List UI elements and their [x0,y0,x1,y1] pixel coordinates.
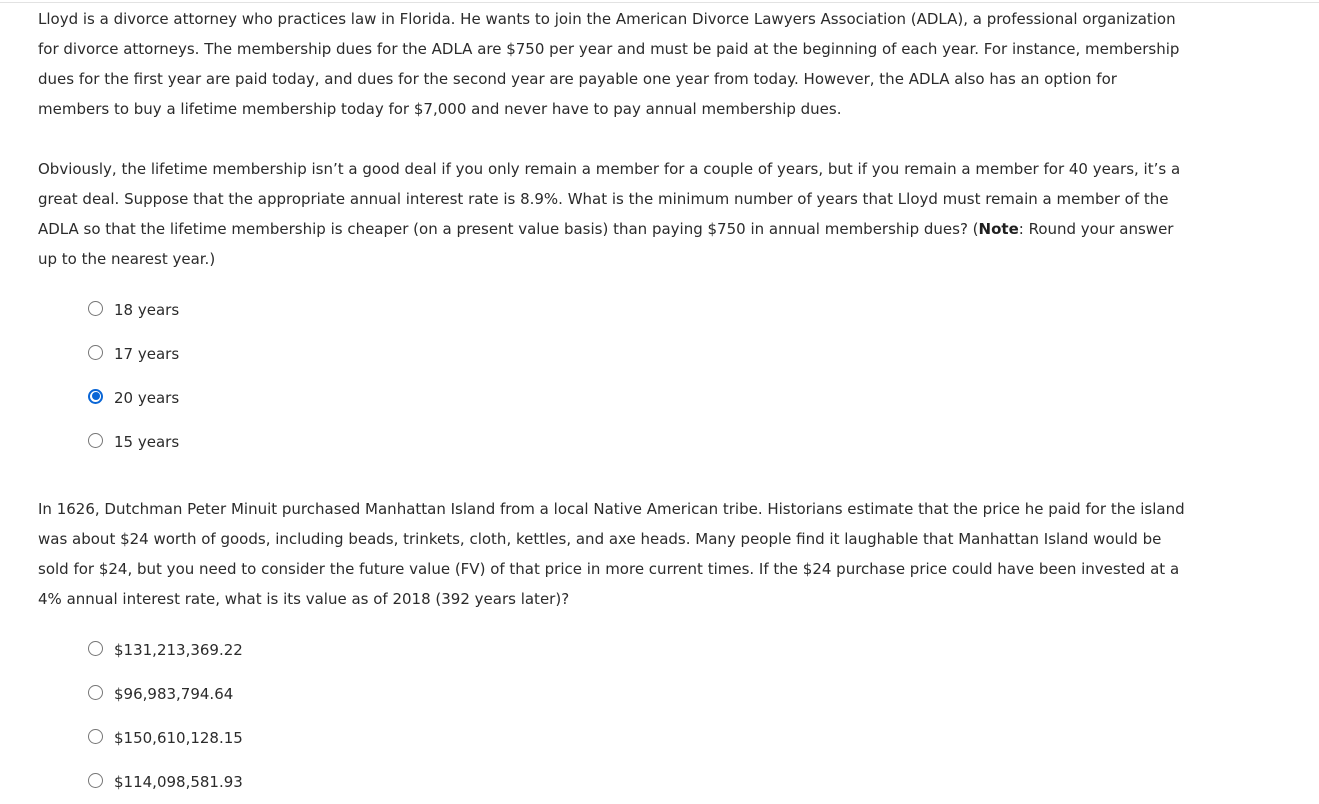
radio-button[interactable] [88,433,103,448]
question1-option[interactable] [88,420,179,464]
radio-button[interactable] [88,685,103,700]
option-label: $114,098,581.93 [114,773,243,791]
question2-option[interactable] [88,672,243,716]
question1-option[interactable] [88,332,179,376]
top-divider [0,2,1319,3]
option-label: 20 years [114,389,180,407]
question1-prompt-paragraph [38,154,1188,274]
radio-button[interactable] [88,773,103,788]
radio-button[interactable] [88,345,103,360]
option-label: 15 years [114,433,180,451]
option-label: 18 years [114,301,180,319]
option-label: $131,213,369.22 [114,641,243,659]
question1-option[interactable] [88,376,179,420]
note-label: Note [978,220,1019,238]
question2-options [88,628,243,804]
question1-prompt-text: Obviously, the lifetime membership isn’t a good deal if you only remain a member for a couple of years, but if you remain a member for 40 years, it’s a great deal. Suppose that the appropriate annual interest rate is 8.9%. What is the minimum number of years that Lloyd must remain a member of the ADLA so that the lifetime membership is cheaper (on a present value basis) than paying $750 in annual membership dues? ( [38,160,1181,238]
note-text: : Round your answer up to the nearest year.) [38,220,1174,268]
question1-options [88,288,179,464]
question1-intro-paragraph: Lloyd is a divorce attorney who practices law in Florida. He wants to join the American Divorce Lawyers Association (ADLA), a professional organization for divorce attorneys. The membership dues for the ADLA are $750 per year and must be paid at the beginning of each year. For instance, membership dues for the first year are paid today, and dues for the second year are payable one year from today. However, the ADLA also has an option for members to buy a lifetime membership today for $7,000 and never have to pay annual membership dues. [38,10,1180,118]
question2-option[interactable] [88,716,243,760]
question2-option[interactable] [88,628,243,672]
option-label: $150,610,128.15 [114,729,243,747]
radio-button[interactable] [88,729,103,744]
radio-button[interactable] [88,301,103,316]
radio-button-selected[interactable] [88,389,103,404]
radio-button[interactable] [88,641,103,656]
question2-option[interactable] [88,760,243,804]
option-label: 17 years [114,345,180,363]
option-label: $96,983,794.64 [114,685,234,703]
question1-option[interactable] [88,288,179,332]
question2-paragraph: In 1626, Dutchman Peter Minuit purchased Manhattan Island from a local Native American tribe. Historians estimate that the price he paid for the island was about $24 worth of goods, including beads, trinkets, cloth, kettles, and axe heads. Many people find it laughable that Manhattan Island would be sold for $24, but you need to consider the future value (FV) of that price in more current times. If the $24 purchase price could have been invested at a 4% annual interest rate, what is its value as of 2018 (392 years later)? [38,500,1185,608]
